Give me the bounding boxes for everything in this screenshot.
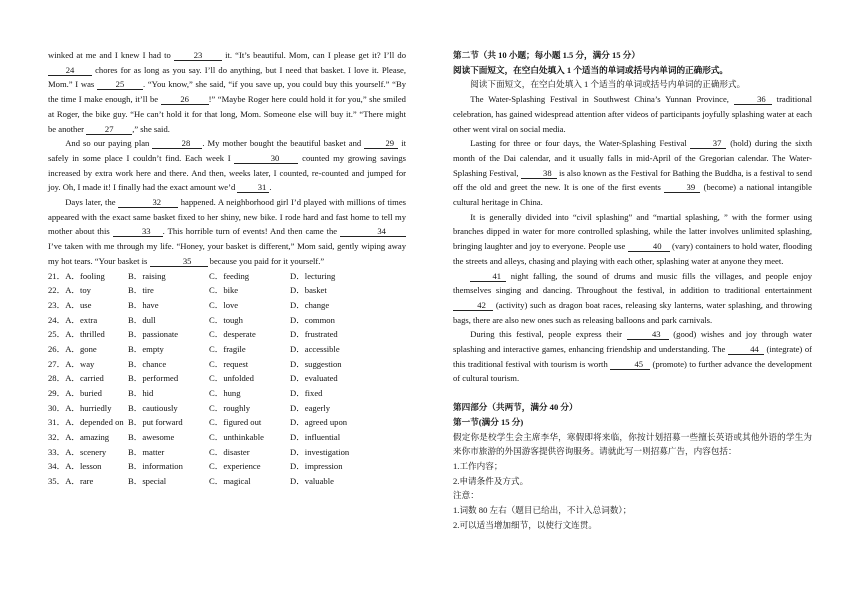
text: (integrate) of this traditional festival with tourism is worth xyxy=(453,344,812,369)
option-b[interactable]: B．hid xyxy=(128,388,154,399)
text: . xyxy=(269,182,272,193)
option-row xyxy=(48,269,406,284)
option-c[interactable]: C．request xyxy=(209,358,249,369)
option-b[interactable]: B．put forward xyxy=(128,417,183,428)
grammar-paragraph-3 xyxy=(453,210,812,269)
option-c[interactable]: C．disaster xyxy=(209,446,250,457)
option-row xyxy=(48,327,406,342)
option-row xyxy=(48,459,406,474)
left-column xyxy=(48,48,406,489)
blank-26[interactable]: 26 xyxy=(161,94,209,105)
option-row xyxy=(48,415,406,430)
grammar-paragraph-4 xyxy=(453,269,812,328)
right-column xyxy=(453,48,812,533)
option-b[interactable]: B．cautiously xyxy=(128,402,178,413)
option-d[interactable]: D．change xyxy=(290,299,330,310)
option-c[interactable]: C．hung xyxy=(209,388,241,399)
blank-44[interactable]: 44 xyxy=(728,344,764,355)
text: And so our paying plan xyxy=(65,138,153,149)
text: During this festival, people express their xyxy=(470,329,627,340)
blank-39[interactable]: 39 xyxy=(664,182,700,193)
text: happened. A neighborhood girl I’d played with millions of times appeared with the exact same basket fixed to her shiny, new bike. I rode hard and fast home to tell my mother about this xyxy=(48,197,406,237)
blank-43[interactable]: 43 xyxy=(627,329,669,340)
text: The Water-Splashing Festival in Southwest China’s Yunnan Province, xyxy=(470,94,734,105)
blank-30[interactable]: 30 xyxy=(234,153,298,164)
option-number-and-a[interactable]: 25．A．thrilled xyxy=(48,329,105,340)
text: ,” she said. xyxy=(132,123,170,134)
option-c[interactable]: C．desperate xyxy=(209,329,256,340)
cloze-paragraph-1 xyxy=(48,48,406,136)
blank-33[interactable]: 33 xyxy=(113,226,163,237)
spacer xyxy=(453,386,812,400)
option-number-and-a[interactable]: 22．A．toy xyxy=(48,285,91,296)
option-row xyxy=(48,342,406,357)
blank-42[interactable]: 42 xyxy=(453,300,493,311)
requirement-2: 2.申请条件及方式。 xyxy=(453,475,529,486)
blank-29[interactable]: 29 xyxy=(364,138,398,149)
option-number-and-a[interactable]: 34．A．lesson xyxy=(48,461,102,472)
option-c[interactable]: C．magical xyxy=(209,476,251,487)
option-number-and-a[interactable]: 30．A．hurriedly xyxy=(48,402,112,413)
option-number-and-a[interactable]: 35．A．rare xyxy=(48,476,94,487)
option-number-and-a[interactable]: 23．A．use xyxy=(48,299,92,310)
option-d[interactable]: D．lecturing xyxy=(290,270,336,281)
option-d[interactable]: D．basket xyxy=(290,285,327,296)
note-1: 1.词数 80 左右（题目已给出，不计入总词数）； xyxy=(453,505,632,516)
grammar-paragraph-5 xyxy=(453,327,812,386)
option-row xyxy=(48,283,406,298)
blank-25[interactable]: 25 xyxy=(97,79,143,90)
blank-31[interactable]: 31 xyxy=(237,182,269,193)
requirement-1: 1.工作内容； xyxy=(453,460,503,471)
option-b[interactable]: B．passionate xyxy=(128,329,179,340)
text: . “You know,” she said, “if you save up, you could buy this yourself.” “By the time I make enough, it’ll be xyxy=(48,79,406,105)
text: traditional celebration, has gained widespread attention after videos of participants joyfully splashing water at each other went viral on social media. xyxy=(453,94,812,134)
text: . My mother bought the beautiful basket and xyxy=(202,138,365,149)
note-label: 注意： xyxy=(453,490,479,501)
text: !” “Maybe Roger here could hold it for you,” she smiled at Roger, the bike guy. “He can’t hold it for that long, Mom. Someone else will buy it.” “There might be another xyxy=(48,94,406,134)
option-row xyxy=(48,401,406,416)
option-number-and-a[interactable]: 29．A．buried xyxy=(48,388,102,399)
text: . This horrible turn of events! And then came the xyxy=(162,226,341,237)
option-d[interactable]: D．valuable xyxy=(290,476,334,487)
option-row xyxy=(48,445,406,460)
option-number-and-a[interactable]: 32．A．amazing xyxy=(48,432,110,443)
blank-45[interactable]: 45 xyxy=(610,359,650,370)
text: it. “It’s beautiful. Mom, can I please get it? I’ll do xyxy=(221,50,406,60)
option-d[interactable]: D．suggestion xyxy=(290,358,342,369)
option-number-and-a[interactable]: 33．A．scenery xyxy=(48,446,107,457)
option-c[interactable]: C．tough xyxy=(209,314,243,325)
option-b[interactable]: B．awesome xyxy=(128,432,175,443)
option-row xyxy=(48,357,406,372)
text: I’ve taken with me through my life. “Honey, your basket is different,” Mom said, gently wiping away my hot tears. “Your basket is xyxy=(48,241,406,266)
text: (become) a national intangible cultural heritage in China. xyxy=(453,182,812,208)
writing-prompt: 假定你是校学生会主席李华，寒假即将来临，你按计划招募一些擅长英语或其他外语的学生为来你市旅游的外国游客提供咨询服务。请就此写一则招募广告，内容包括： xyxy=(453,431,812,457)
text: (hold) during the sixth month of the Dai calendar, and it usually falls in mid-April of the Gregorian calendar. The Water-Splashing Festival, xyxy=(453,138,812,178)
blank-41[interactable]: 41 xyxy=(470,271,506,282)
blank-37[interactable]: 37 xyxy=(690,138,726,149)
text: It is generally divided into “civil splashing” and “martial splashing, ” with the former using branches dipped in water for more controlled splashing, while the latter involves unlimited splashing, bringing laughter and joy to everyone. People use xyxy=(453,211,812,252)
option-c[interactable]: C．feeding xyxy=(209,270,250,281)
option-number-and-a[interactable]: 28．A．carried xyxy=(48,373,104,384)
option-number-and-a[interactable]: 27．A．way xyxy=(48,358,95,369)
blank-27[interactable]: 27 xyxy=(86,124,132,135)
option-b[interactable]: B．have xyxy=(128,299,159,310)
option-b[interactable]: B．dull xyxy=(128,314,156,325)
option-row xyxy=(48,386,406,401)
option-b[interactable]: B．matter xyxy=(128,446,165,457)
section2-instruction-bold: 阅读下面短文，在空白处填入 1 个适当的单词或括号内单词的正确形式。 xyxy=(453,64,729,75)
option-number-and-a[interactable]: 24．A．extra xyxy=(48,314,98,325)
grammar-paragraph-2 xyxy=(453,136,812,210)
option-row xyxy=(48,371,406,386)
option-c[interactable]: C．experience xyxy=(209,461,261,472)
option-number-and-a[interactable]: 31．A．depended on xyxy=(48,417,124,428)
blank-28[interactable]: 28 xyxy=(152,138,202,149)
note-2: 2.可以适当增加细节，以使行文连贯。 xyxy=(453,519,597,530)
grammar-paragraph-1 xyxy=(453,92,812,136)
text: because you paid for it yourself.” xyxy=(207,255,325,266)
option-c[interactable]: C．figured out xyxy=(209,417,262,428)
text: chores for as long as you say. I’ll do anything, but I need that basket. I love it. Please, Mom.” I was xyxy=(48,64,406,90)
cloze-paragraph-2 xyxy=(48,136,406,195)
option-c[interactable]: C．unthinkable xyxy=(209,432,264,443)
blank-23[interactable]: 23 xyxy=(174,50,222,61)
text: (promote) to further advance the development of cultural tourism. xyxy=(453,358,812,384)
option-c[interactable]: C．unfolded xyxy=(209,373,254,384)
option-b[interactable]: B．performed xyxy=(128,373,179,384)
option-d[interactable]: D．fixed xyxy=(290,388,323,399)
option-number-and-a[interactable]: 26．A．gone xyxy=(48,343,97,354)
option-d[interactable]: D．common xyxy=(290,314,335,325)
blank-38[interactable]: 38 xyxy=(521,168,557,179)
option-b[interactable]: B．special xyxy=(128,476,167,487)
text: (good) wishes and joy through water splashing and interactive games, enhancing friendship and understanding. The xyxy=(453,329,812,355)
option-row xyxy=(48,298,406,313)
option-d[interactable]: D．evaluated xyxy=(290,373,338,384)
cloze-paragraph-3 xyxy=(48,195,406,269)
option-d[interactable]: D．impression xyxy=(290,461,343,472)
blank-40[interactable]: 40 xyxy=(628,241,670,252)
options-list xyxy=(48,269,406,489)
text: it safely in some place I couldn’t find. Each week I xyxy=(48,138,406,163)
option-b[interactable]: B．chance xyxy=(128,358,167,369)
option-row xyxy=(48,313,406,328)
blank-34[interactable]: 34 xyxy=(340,226,406,237)
part4-title: 第四部分（共两节，满分 40 分） xyxy=(453,402,578,413)
text: Days later, the xyxy=(65,197,119,208)
option-c[interactable]: C．bike xyxy=(209,285,239,296)
option-b[interactable]: B．tire xyxy=(128,285,154,296)
option-c[interactable]: C．love xyxy=(209,299,239,310)
option-d[interactable]: D．influential xyxy=(290,432,341,443)
text: night falling, the sound of drums and music fills the villages, and people enjoy themselves singing and dancing. Throughout the festival, in addition to traditional entertainment xyxy=(453,270,812,296)
section2-instruction: 阅读下面短文，在空白处填入 1 个适当的单词或括号内单词的正确形式。 xyxy=(470,79,746,90)
option-b[interactable]: B．information xyxy=(128,461,183,472)
blank-32[interactable]: 32 xyxy=(118,197,178,208)
option-row xyxy=(48,430,406,445)
blank-36[interactable]: 36 xyxy=(734,94,772,105)
option-row xyxy=(48,474,406,489)
option-d[interactable]: D．frustrated xyxy=(290,329,338,340)
text: Lasting for three or four days, the Water-Splashing Festival xyxy=(470,138,691,149)
text: (activity) such as dragon boat races, releasing sky lanterns, water splashing, and throwing bags, there are also new ones such as releasing balloons and park carnivals. xyxy=(453,299,812,325)
option-d[interactable]: D．accessible xyxy=(290,343,340,354)
blank-24[interactable]: 24 xyxy=(48,65,92,76)
text: winked at me and I knew I had to xyxy=(48,50,174,60)
text: (vary) containers to hold water, flooding the streets and alleys, chasing and playing with each other, splashing water at anyone they meet. xyxy=(453,241,812,266)
option-c[interactable]: C．roughly xyxy=(209,402,251,413)
section2-title: 第二节（共 10 小题；每小题 1.5 分，满分 15 分） xyxy=(453,50,640,60)
option-d[interactable]: D．eagerly xyxy=(290,402,331,413)
option-b[interactable]: B．empty xyxy=(128,343,164,354)
option-b[interactable]: B．raising xyxy=(128,270,166,281)
option-c[interactable]: C．fragile xyxy=(209,343,246,354)
text: counted my growing savings increased by extra work here and there. And then, weeks later, I counted, re-counted and jumped for joy. Oh, I made it! I finally had the exact amount we’d xyxy=(48,152,406,193)
text: is also known as the Festival for Bathing the Buddha, is a festival to send off the old and greet the new. It is one of the first events xyxy=(453,167,812,193)
option-d[interactable]: D．investigation xyxy=(290,446,350,457)
option-d[interactable]: D．agreed upon xyxy=(290,417,348,428)
option-number-and-a[interactable]: 21．A．fooling xyxy=(48,270,105,281)
part4-section1-title: 第一节(满分 15 分) xyxy=(453,416,524,427)
blank-35[interactable]: 35 xyxy=(150,256,208,267)
